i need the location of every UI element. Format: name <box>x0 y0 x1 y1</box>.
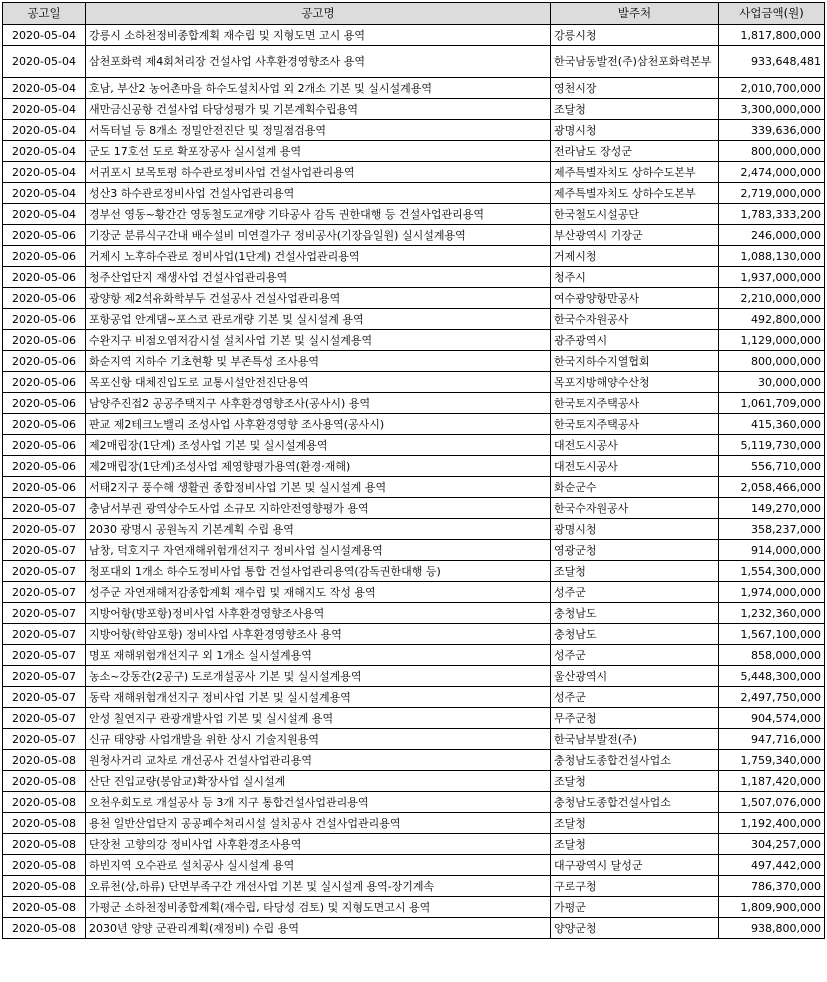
date-cell: 2020-05-04 <box>3 162 86 183</box>
title-cell: 서태2지구 풍수해 생활권 종합정비사업 기본 및 실시설계 용역 <box>86 477 551 498</box>
orderer-cell: 목포지방해양수산청 <box>551 372 719 393</box>
title-cell: 단장천 고향의강 정비사업 사후환경조사용역 <box>86 834 551 855</box>
table-row <box>3 183 825 204</box>
orderer-cell: 울산광역시 <box>551 666 719 687</box>
title-cell: 제2매립장(1단계)조성사업 제영향평가용역(환경·재해) <box>86 456 551 477</box>
header-date: 공고일 <box>3 3 86 25</box>
amount-cell: 1,129,000,000 <box>719 330 825 351</box>
date-cell: 2020-05-08 <box>3 750 86 771</box>
title-cell: 남양주진접2 공공주택지구 사후환경영향조사(공사시) 용역 <box>86 393 551 414</box>
title-cell: 청포대외 1개소 하수도정비사업 통합 건설사업관리용역(감독권한대행 등) <box>86 561 551 582</box>
date-cell: 2020-05-06 <box>3 351 86 372</box>
title-cell: 하빈지역 오수관로 설치공사 실시설계 용역 <box>86 855 551 876</box>
date-cell: 2020-05-07 <box>3 624 86 645</box>
amount-cell: 415,360,000 <box>719 414 825 435</box>
date-cell: 2020-05-06 <box>3 393 86 414</box>
title-cell: 오천우회도로 개설공사 등 3개 지구 통합건설사업관리용역 <box>86 792 551 813</box>
amount-cell: 2,210,000,000 <box>719 288 825 309</box>
table-row <box>3 708 825 729</box>
date-cell: 2020-05-04 <box>3 141 86 162</box>
table-row <box>3 141 825 162</box>
date-cell: 2020-05-06 <box>3 435 86 456</box>
table-row <box>3 288 825 309</box>
table-body <box>3 25 825 939</box>
orderer-cell: 전라남도 장성군 <box>551 141 719 162</box>
orderer-cell: 양양군청 <box>551 918 719 939</box>
orderer-cell: 부산광역시 기장군 <box>551 225 719 246</box>
orderer-cell: 대전도시공사 <box>551 435 719 456</box>
orderer-cell: 성주군 <box>551 582 719 603</box>
date-cell: 2020-05-06 <box>3 246 86 267</box>
amount-cell: 800,000,000 <box>719 351 825 372</box>
table-row <box>3 876 825 897</box>
table-row <box>3 78 825 99</box>
amount-cell: 1,088,130,000 <box>719 246 825 267</box>
amount-cell: 1,567,100,000 <box>719 624 825 645</box>
amount-cell: 1,759,340,000 <box>719 750 825 771</box>
title-cell: 화순지역 지하수 기초현황 및 부존특성 조사용역 <box>86 351 551 372</box>
date-cell: 2020-05-07 <box>3 498 86 519</box>
amount-cell: 904,574,000 <box>719 708 825 729</box>
orderer-cell: 제주특별자치도 상하수도본부 <box>551 162 719 183</box>
title-cell: 포항공업 안계댐~포스코 관로개량 기본 및 실시설계 용역 <box>86 309 551 330</box>
amount-cell: 1,061,709,000 <box>719 393 825 414</box>
table-row <box>3 372 825 393</box>
table-row <box>3 225 825 246</box>
table-row <box>3 519 825 540</box>
date-cell: 2020-05-06 <box>3 456 86 477</box>
orderer-cell: 조달청 <box>551 834 719 855</box>
orderer-cell: 광명시청 <box>551 120 719 141</box>
bid-notice-table <box>2 2 825 939</box>
table-row <box>3 561 825 582</box>
date-cell: 2020-05-08 <box>3 792 86 813</box>
date-cell: 2020-05-07 <box>3 519 86 540</box>
title-cell: 신규 태양광 사업개발을 위한 상시 기술지원용역 <box>86 729 551 750</box>
title-cell: 서귀포시 보목토평 하수관로정비사업 건설사업관리용역 <box>86 162 551 183</box>
orderer-cell: 한국남동발전(주)삼천포화력본부 <box>551 46 719 78</box>
title-cell: 청주산업단지 재생사업 건설사업관리용역 <box>86 267 551 288</box>
amount-cell: 2,497,750,000 <box>719 687 825 708</box>
amount-cell: 933,648,481 <box>719 46 825 78</box>
amount-cell: 800,000,000 <box>719 141 825 162</box>
amount-cell: 30,000,000 <box>719 372 825 393</box>
amount-cell: 938,800,000 <box>719 918 825 939</box>
table-row <box>3 414 825 435</box>
date-cell: 2020-05-08 <box>3 918 86 939</box>
table-row <box>3 624 825 645</box>
table-row <box>3 477 825 498</box>
title-cell: 충남서부권 광역상수도사업 소규모 지하안전영향평가 용역 <box>86 498 551 519</box>
title-cell: 새만금신공항 건설사업 타당성평가 및 기본계획수립용역 <box>86 99 551 120</box>
title-cell: 광양항 제2석유화학부두 건설공사 건설사업관리용역 <box>86 288 551 309</box>
amount-cell: 786,370,000 <box>719 876 825 897</box>
date-cell: 2020-05-06 <box>3 267 86 288</box>
date-cell: 2020-05-08 <box>3 813 86 834</box>
title-cell: 제2매립장(1단계) 조성사업 기본 및 실시설계용역 <box>86 435 551 456</box>
title-cell: 수완지구 비점오염저감시설 설치사업 기본 및 실시설계용역 <box>86 330 551 351</box>
title-cell: 동락 재해위험개선지구 정비사업 기본 및 실시설계용역 <box>86 687 551 708</box>
orderer-cell: 조달청 <box>551 771 719 792</box>
amount-cell: 358,237,000 <box>719 519 825 540</box>
title-cell: 군도 17호선 도로 확포장공사 실시설계 용역 <box>86 141 551 162</box>
date-cell: 2020-05-04 <box>3 25 86 46</box>
amount-cell: 1,974,000,000 <box>719 582 825 603</box>
table-row <box>3 771 825 792</box>
orderer-cell: 한국토지주택공사 <box>551 414 719 435</box>
date-cell: 2020-05-04 <box>3 46 86 78</box>
amount-cell: 1,817,800,000 <box>719 25 825 46</box>
table-row <box>3 582 825 603</box>
orderer-cell: 조달청 <box>551 813 719 834</box>
orderer-cell: 한국수자원공사 <box>551 498 719 519</box>
amount-cell: 1,187,420,000 <box>719 771 825 792</box>
table-row <box>3 162 825 183</box>
amount-cell: 1,192,400,000 <box>719 813 825 834</box>
date-cell: 2020-05-06 <box>3 330 86 351</box>
amount-cell: 149,270,000 <box>719 498 825 519</box>
orderer-cell: 구로구청 <box>551 876 719 897</box>
table-row <box>3 897 825 918</box>
table-row <box>3 813 825 834</box>
amount-cell: 2,474,000,000 <box>719 162 825 183</box>
table-row <box>3 687 825 708</box>
orderer-cell: 거제시청 <box>551 246 719 267</box>
table-row <box>3 834 825 855</box>
title-cell: 지방어항(방포항)정비사업 사후환경영향조사용역 <box>86 603 551 624</box>
amount-cell: 5,448,300,000 <box>719 666 825 687</box>
orderer-cell: 조달청 <box>551 561 719 582</box>
date-cell: 2020-05-06 <box>3 372 86 393</box>
table-row <box>3 25 825 46</box>
orderer-cell: 충청남도 <box>551 624 719 645</box>
date-cell: 2020-05-08 <box>3 855 86 876</box>
title-cell: 원청사거리 교차로 개선공사 건설사업관리용역 <box>86 750 551 771</box>
title-cell: 판교 제2테크노밸리 조성사업 사후환경영향 조사용역(공사시) <box>86 414 551 435</box>
date-cell: 2020-05-07 <box>3 540 86 561</box>
orderer-cell: 충청남도 <box>551 603 719 624</box>
amount-cell: 2,719,000,000 <box>719 183 825 204</box>
table-row <box>3 792 825 813</box>
orderer-cell: 여수광양항만공사 <box>551 288 719 309</box>
table-row <box>3 729 825 750</box>
date-cell: 2020-05-04 <box>3 78 86 99</box>
date-cell: 2020-05-04 <box>3 120 86 141</box>
title-cell: 경부선 영동~황간간 영동철도교개량 기타공사 감독 권한대행 등 건설사업관리용역 <box>86 204 551 225</box>
title-cell: 서독터널 등 8개소 정밀안전진단 및 정밀점검용역 <box>86 120 551 141</box>
amount-cell: 497,442,000 <box>719 855 825 876</box>
orderer-cell: 대구광역시 달성군 <box>551 855 719 876</box>
amount-cell: 914,000,000 <box>719 540 825 561</box>
orderer-cell: 청주시 <box>551 267 719 288</box>
orderer-cell: 가평군 <box>551 897 719 918</box>
amount-cell: 1,937,000,000 <box>719 267 825 288</box>
title-cell: 농소~강동간(2공구) 도로개설공사 기본 및 실시설계용역 <box>86 666 551 687</box>
title-cell: 성주군 자연재해저감종합계획 재수립 및 재해지도 작성 용역 <box>86 582 551 603</box>
date-cell: 2020-05-07 <box>3 708 86 729</box>
date-cell: 2020-05-07 <box>3 645 86 666</box>
date-cell: 2020-05-07 <box>3 561 86 582</box>
table-row <box>3 393 825 414</box>
amount-cell: 1,783,333,200 <box>719 204 825 225</box>
title-cell: 기장군 분류식구간내 배수설비 미연결가구 정비공사(기장읍일원) 실시설계용역 <box>86 225 551 246</box>
date-cell: 2020-05-04 <box>3 204 86 225</box>
table-row <box>3 351 825 372</box>
amount-cell: 947,716,000 <box>719 729 825 750</box>
date-cell: 2020-05-07 <box>3 603 86 624</box>
title-cell: 강릉시 소하천정비종합계획 재수립 및 지형도면 고시 용역 <box>86 25 551 46</box>
title-cell: 호남, 부산2 농어촌마을 하수도설치사업 외 2개소 기본 및 실시설계용역 <box>86 78 551 99</box>
orderer-cell: 한국철도시설공단 <box>551 204 719 225</box>
table-row <box>3 498 825 519</box>
orderer-cell: 무주군청 <box>551 708 719 729</box>
title-cell: 2030년 양양 군관리계획(재정비) 수립 용역 <box>86 918 551 939</box>
date-cell: 2020-05-07 <box>3 666 86 687</box>
title-cell: 안성 칠연지구 관광개발사업 기본 및 실시설계 용역 <box>86 708 551 729</box>
amount-cell: 1,554,300,000 <box>719 561 825 582</box>
amount-cell: 2,010,700,000 <box>719 78 825 99</box>
title-cell: 남창, 덕호지구 자연재해위험개선지구 정비사업 실시설계용역 <box>86 540 551 561</box>
date-cell: 2020-05-06 <box>3 225 86 246</box>
orderer-cell: 강릉시청 <box>551 25 719 46</box>
table-row <box>3 645 825 666</box>
date-cell: 2020-05-07 <box>3 582 86 603</box>
orderer-cell: 한국토지주택공사 <box>551 393 719 414</box>
title-cell: 가평군 소하천정비종합계획(재수립, 타당성 검토) 및 지형도면고시 용역 <box>86 897 551 918</box>
title-cell: 산단 진입교량(봉암교)확장사업 실시설계 <box>86 771 551 792</box>
table-row <box>3 435 825 456</box>
orderer-cell: 광주광역시 <box>551 330 719 351</box>
date-cell: 2020-05-08 <box>3 834 86 855</box>
amount-cell: 246,000,000 <box>719 225 825 246</box>
orderer-cell: 영천시장 <box>551 78 719 99</box>
table-row <box>3 204 825 225</box>
table-row <box>3 246 825 267</box>
date-cell: 2020-05-04 <box>3 183 86 204</box>
date-cell: 2020-05-07 <box>3 729 86 750</box>
table-row <box>3 456 825 477</box>
amount-cell: 492,800,000 <box>719 309 825 330</box>
amount-cell: 3,300,000,000 <box>719 99 825 120</box>
title-cell: 목포신항 대체진입도로 교통시설안전진단용역 <box>86 372 551 393</box>
amount-cell: 2,058,466,000 <box>719 477 825 498</box>
table-row <box>3 918 825 939</box>
date-cell: 2020-05-08 <box>3 897 86 918</box>
table-row <box>3 540 825 561</box>
table-row <box>3 267 825 288</box>
orderer-cell: 대전도시공사 <box>551 456 719 477</box>
date-cell: 2020-05-07 <box>3 687 86 708</box>
amount-cell: 1,507,076,000 <box>719 792 825 813</box>
title-cell: 명포 재해위험개선지구 외 1개소 실시설계용역 <box>86 645 551 666</box>
orderer-cell: 영광군청 <box>551 540 719 561</box>
orderer-cell: 충청남도종합건설사업소 <box>551 750 719 771</box>
header-amount: 사업금액(원) <box>719 3 825 25</box>
table-row <box>3 120 825 141</box>
title-cell: 지방어항(학암포항) 정비사업 사후환경영향조사 용역 <box>86 624 551 645</box>
title-cell: 성산3 하수관로정비사업 건설사업관리용역 <box>86 183 551 204</box>
table-row <box>3 46 825 78</box>
amount-cell: 1,809,900,000 <box>719 897 825 918</box>
amount-cell: 5,119,730,000 <box>719 435 825 456</box>
orderer-cell: 한국지하수지열협회 <box>551 351 719 372</box>
amount-cell: 304,257,000 <box>719 834 825 855</box>
table-row <box>3 330 825 351</box>
date-cell: 2020-05-06 <box>3 288 86 309</box>
table-row <box>3 666 825 687</box>
orderer-cell: 성주군 <box>551 645 719 666</box>
title-cell: 오류천(상,하류) 단면부족구간 개선사업 기본 및 실시설계 용역-장기계속 <box>86 876 551 897</box>
header-row <box>3 3 825 25</box>
date-cell: 2020-05-08 <box>3 876 86 897</box>
orderer-cell: 광명시청 <box>551 519 719 540</box>
amount-cell: 556,710,000 <box>719 456 825 477</box>
date-cell: 2020-05-06 <box>3 309 86 330</box>
amount-cell: 858,000,000 <box>719 645 825 666</box>
orderer-cell: 충청남도종합건설사업소 <box>551 792 719 813</box>
table-row <box>3 855 825 876</box>
amount-cell: 339,636,000 <box>719 120 825 141</box>
header-title: 공고명 <box>86 3 551 25</box>
orderer-cell: 성주군 <box>551 687 719 708</box>
table-row <box>3 99 825 120</box>
orderer-cell: 한국남부발전(주) <box>551 729 719 750</box>
table-row <box>3 309 825 330</box>
title-cell: 2030 광명시 공원녹지 기본계획 수립 용역 <box>86 519 551 540</box>
header-orderer: 발주처 <box>551 3 719 25</box>
date-cell: 2020-05-04 <box>3 99 86 120</box>
date-cell: 2020-05-06 <box>3 477 86 498</box>
orderer-cell: 조달청 <box>551 99 719 120</box>
table-row <box>3 603 825 624</box>
table-row <box>3 750 825 771</box>
orderer-cell: 제주특별자치도 상하수도본부 <box>551 183 719 204</box>
amount-cell: 1,232,360,000 <box>719 603 825 624</box>
date-cell: 2020-05-06 <box>3 414 86 435</box>
orderer-cell: 화순군수 <box>551 477 719 498</box>
orderer-cell: 한국수자원공사 <box>551 309 719 330</box>
title-cell: 용천 일반산업단지 공공폐수처리시설 설치공사 건설사업관리용역 <box>86 813 551 834</box>
title-cell: 삼천포화력 제4회처리장 건설사업 사후환경영향조사 용역 <box>86 46 551 78</box>
title-cell: 거제시 노후하수관로 정비사업(1단계) 건설사업관리용역 <box>86 246 551 267</box>
date-cell: 2020-05-08 <box>3 771 86 792</box>
